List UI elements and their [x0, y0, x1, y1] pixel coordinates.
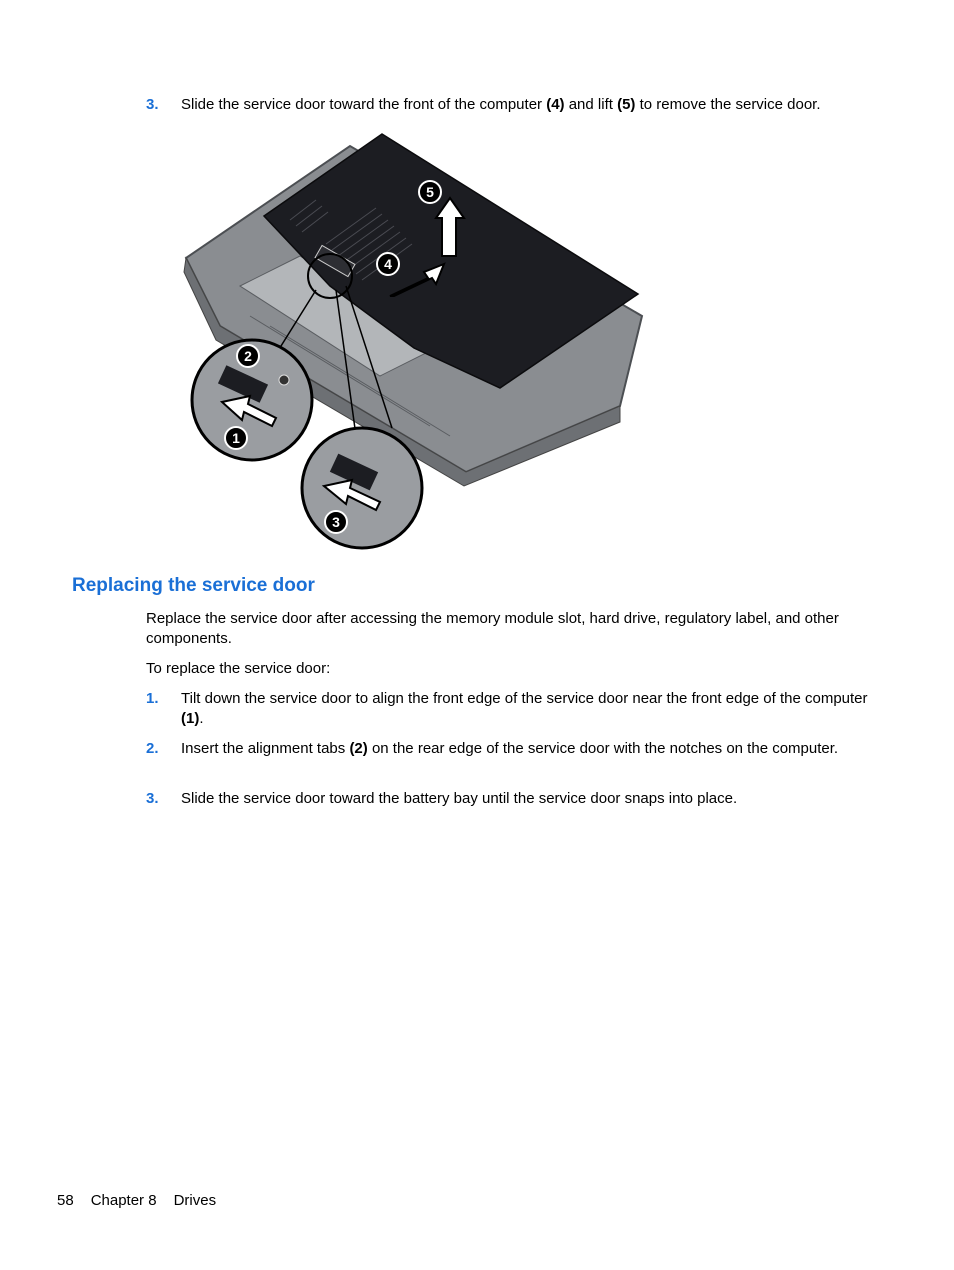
step-text: Slide the service door toward the battery bay until the service door snaps into place.	[181, 790, 738, 807]
callout-1-label: 1	[232, 430, 240, 446]
service-door-illustration	[180, 126, 650, 552]
step-text-part: Tilt down the service door to align the front edge of the service door near the front edge of the computer	[181, 690, 868, 707]
step-number: 1.	[146, 690, 159, 707]
step-text	[181, 689, 876, 729]
step-text-part: .	[199, 710, 204, 727]
step-number: 2.	[146, 740, 159, 757]
step-text-part: and lift	[564, 96, 618, 113]
step-text-part: Insert the alignment tabs	[181, 740, 350, 757]
detail-circle-left	[192, 340, 312, 460]
page-number: 58	[57, 1192, 74, 1209]
callout-5-label: 5	[426, 184, 434, 200]
step-text	[181, 739, 876, 759]
callout-2-label: 2	[244, 348, 252, 364]
page-footer	[57, 1191, 233, 1211]
section-heading: Replacing the service door	[72, 575, 315, 596]
callout-3-label: 3	[332, 514, 340, 530]
callout-ref: (2)	[349, 740, 368, 757]
step-text-part: on the rear edge of the service door with the notches on the computer.	[367, 740, 839, 757]
step-text-part: to remove the service door.	[635, 96, 821, 113]
step-number: 3.	[146, 790, 159, 807]
callout-ref: (1)	[181, 710, 200, 727]
chapter-title: Drives	[173, 1192, 217, 1209]
callout-ref: (4)	[546, 96, 565, 113]
step-number: 3.	[146, 96, 159, 113]
detail-circle-right	[302, 428, 422, 548]
chapter-label: Chapter 8	[90, 1192, 157, 1209]
intro-paragraph: Replace the service door after accessing the memory module slot, hard drive, regulatory label, and other components.	[146, 610, 839, 647]
step-text-part: Slide the service door toward the front of the computer	[181, 96, 547, 113]
callout-ref: (5)	[617, 96, 636, 113]
callout-4-label: 4	[384, 256, 392, 272]
lead-paragraph: To replace the service door:	[146, 660, 331, 677]
step-text	[181, 95, 876, 115]
